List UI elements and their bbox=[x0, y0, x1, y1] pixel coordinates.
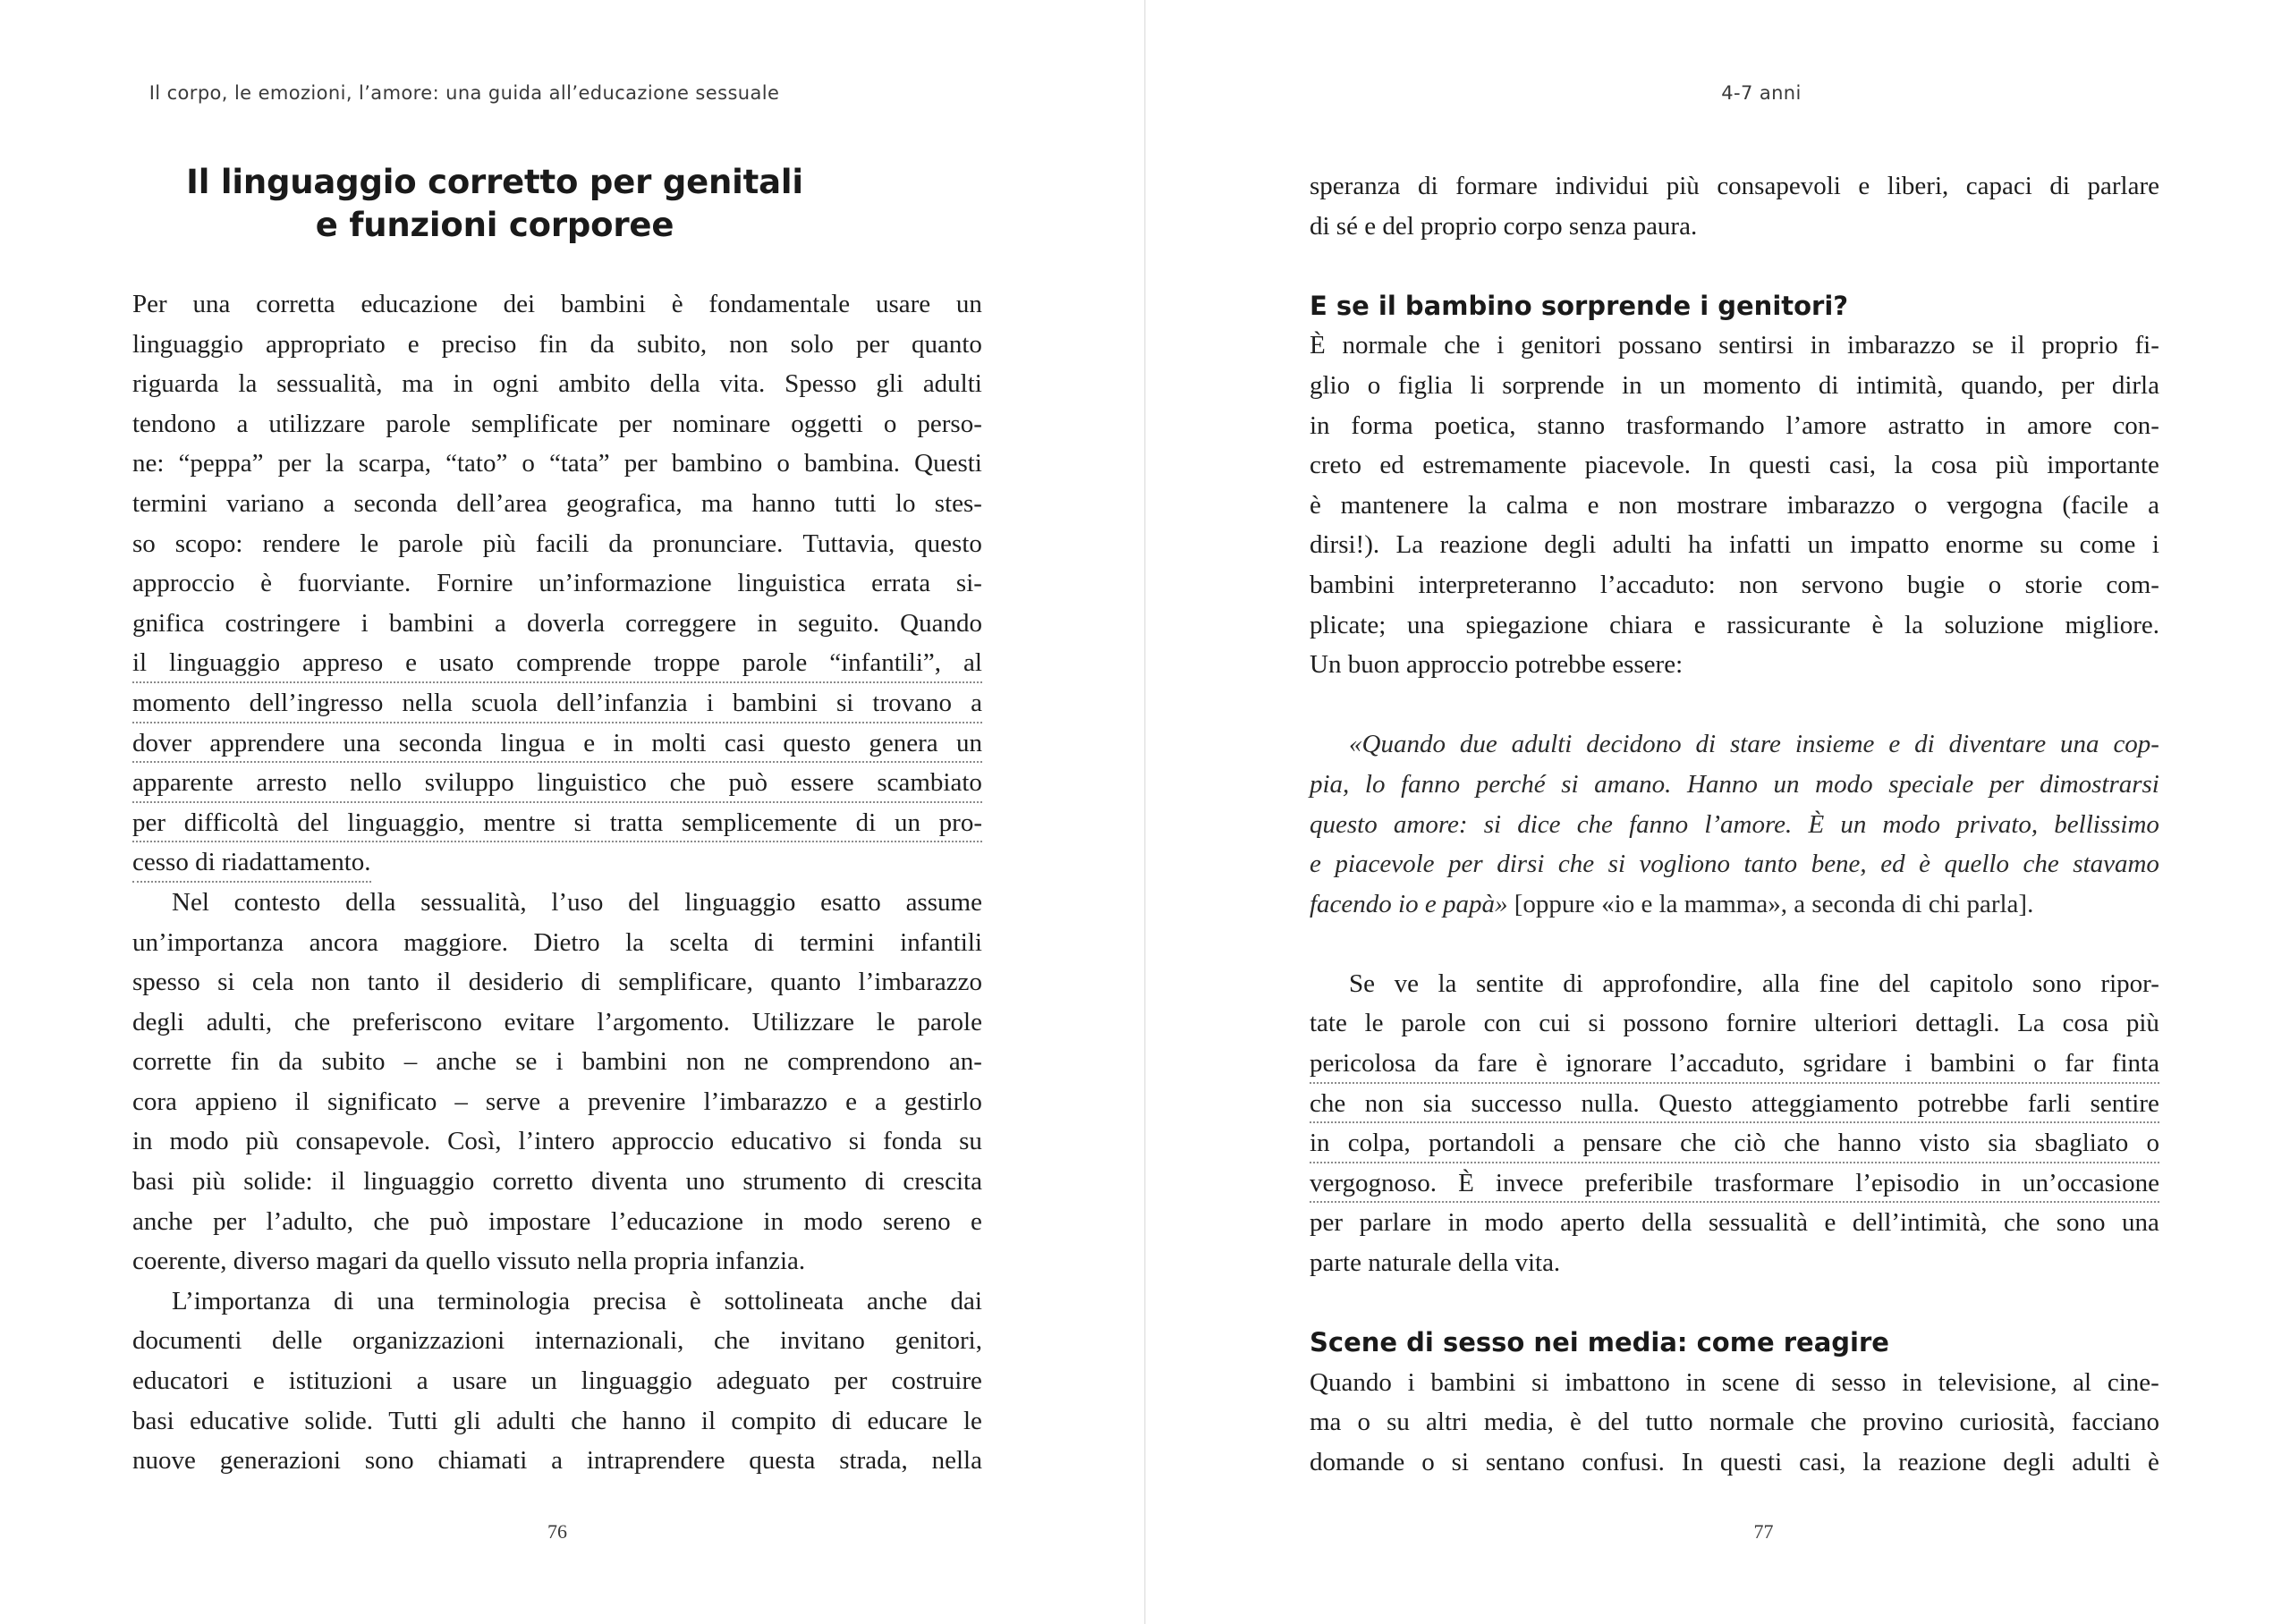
text-line-content: parte naturale della vita. bbox=[1310, 1248, 1561, 1278]
text-line-content: ne: “peppa” per la scarpa, “tato” o “tata” per bambino o bambina. Questi bbox=[132, 449, 982, 478]
text-line-content: termini variano a seconda dell’area geografica, ma hanno tutti lo stes- bbox=[132, 488, 982, 518]
text-line-content: corrette fin da subito – anche se i bambini non ne comprendono an- bbox=[132, 1047, 982, 1077]
body-line bbox=[1310, 525, 2159, 565]
text-line-content: bambini interpreteranno l’accaduto: non servono bugie o storie com- bbox=[1310, 570, 2159, 599]
body-line bbox=[132, 763, 982, 803]
body-line bbox=[132, 604, 982, 644]
quote-line bbox=[1310, 844, 2159, 884]
quote-line bbox=[1310, 805, 2159, 845]
text-line-content: tate le parole con cui si possono fornire ulteriori dettagli. La cosa più bbox=[1310, 1009, 2159, 1038]
paragraph-gap bbox=[1310, 246, 2159, 286]
body-line bbox=[132, 1121, 982, 1162]
body-line bbox=[1310, 565, 2159, 605]
running-head-right: 4-7 anni bbox=[1721, 82, 1802, 104]
text-line-content: riguarda la sessualità, ma in ogni ambito della vita. Spesso gli adulti bbox=[132, 369, 982, 399]
body-line bbox=[132, 484, 982, 524]
text-line-content: pericolosa da fare è ignorare l’accaduto, sgridare i bambini o far finta bbox=[1310, 1044, 2159, 1084]
text-line-content: vergognoso. È invece preferibile trasformare l’episodio in un’occasione bbox=[1310, 1163, 2159, 1204]
body-line bbox=[132, 1321, 982, 1361]
text-line-content: è mantenere la calma e non mostrare imbarazzo o vergogna (facile a bbox=[1310, 490, 2159, 520]
text-line-content: Se ve la sentite di approfondire, alla fine del capitolo sono ripor- bbox=[1349, 968, 2159, 998]
body-line bbox=[1310, 366, 2159, 406]
text-line-content: cesso di riadattamento. bbox=[132, 842, 371, 883]
text-line-content: È normale che i genitori possano sentirsi in imbarazzo se il proprio fi- bbox=[1310, 331, 2159, 360]
body-line bbox=[132, 364, 982, 404]
text-line-content: Nel contesto della sessualità, l’uso del linguaggio esatto assume bbox=[172, 887, 982, 917]
right-page bbox=[1146, 0, 2290, 1624]
body-line bbox=[1310, 1163, 2159, 1204]
page-number-left: 76 bbox=[547, 1520, 567, 1543]
text-line-content: educatori e istituzioni a usare un linguaggio adeguato per costruire bbox=[132, 1366, 982, 1396]
text-line-content: basi educative solide. Tutti gli adulti che hanno il compito di educare le bbox=[132, 1406, 982, 1435]
body-line bbox=[1310, 326, 2159, 366]
body-line bbox=[132, 1441, 982, 1481]
text-line-content: anche per l’adulto, che può impostare l’educazione in modo sereno e bbox=[132, 1206, 982, 1236]
body-line bbox=[1310, 1084, 2159, 1124]
text-line-content: so scopo: rendere le parole più facili da pronunciare. Tuttavia, questo bbox=[132, 529, 982, 558]
text-line-content: il linguaggio appreso e usato comprende troppe parole “infantili”, al bbox=[132, 643, 982, 683]
text-line-content: degli adulti, che preferiscono evitare l’argomento. Utilizzare le parole bbox=[132, 1007, 982, 1036]
body-line bbox=[132, 643, 982, 683]
quote-line bbox=[1310, 884, 2159, 925]
body-line bbox=[132, 1042, 982, 1082]
body-line bbox=[132, 962, 982, 1002]
text-line-content: approccio è fuorviante. Fornire un’informazione linguistica errata si- bbox=[132, 569, 982, 598]
body-line bbox=[132, 524, 982, 564]
body-line bbox=[132, 325, 982, 365]
text-line-content: gnifica costringere i bambini a doverla correggere in seguito. Quando bbox=[132, 608, 982, 638]
text-line-content: plicate; una spiegazione chiara e rassicurante è la soluzione migliore. bbox=[1310, 610, 2159, 639]
body-line bbox=[1310, 166, 2159, 207]
body-line bbox=[132, 444, 982, 484]
text-line-content: speranza di formare individui più consapevoli e liberi, capaci di parlare bbox=[1310, 172, 2159, 200]
body-line bbox=[132, 923, 982, 963]
body-line bbox=[132, 1361, 982, 1401]
chapter-title-line-1: Il linguaggio corretto per genitali bbox=[186, 163, 803, 201]
text-line-content: in forma poetica, stanno trasformando l’amore astratto in amore con- bbox=[1310, 410, 2159, 440]
quote-editorial-note: [oppure «io e la mamma», a seconda di chi parla]. bbox=[1507, 889, 2034, 918]
text-line-content: un’importanza ancora maggiore. Dietro la scelta di termini infantili bbox=[132, 927, 982, 957]
body-line bbox=[132, 803, 982, 843]
text-line-content: momento dell’ingresso nella scuola dell’infanzia i bambini si trovano a bbox=[132, 683, 982, 723]
quote-closing: facendo io e papà» bbox=[1310, 889, 1508, 918]
body-line bbox=[1310, 645, 2159, 685]
body-line bbox=[1310, 207, 2159, 247]
text-line-content: pia, lo fanno perché si amano. Hanno un modo speciale per dimostrarsi bbox=[1310, 769, 2159, 799]
quote-line bbox=[1310, 765, 2159, 805]
text-line-content: in colpa, portandoli a pensare che ciò che hanno visto sia sbagliato o bbox=[1310, 1123, 2159, 1163]
body-line bbox=[1310, 486, 2159, 526]
body-line bbox=[1310, 406, 2159, 446]
text-line-content: L’importanza di una terminologia precisa è sottolineata anche dai bbox=[172, 1286, 982, 1315]
body-line bbox=[1310, 964, 2159, 1004]
text-line-content: in modo più consapevole. Così, l’intero approccio educativo si fonda su bbox=[132, 1127, 982, 1156]
text-line-content: spesso si cela non tanto il desiderio di semplificare, quanto l’imbarazzo bbox=[132, 968, 982, 997]
body-line bbox=[132, 1082, 982, 1122]
text-line-content: tendono a utilizzare parole semplificate per nominare oggetti o perso- bbox=[132, 409, 982, 438]
text-line-content: e piacevole per dirsi che si vogliono tanto bene, ed è quello che stavamo bbox=[1310, 850, 2159, 879]
text-line-content: questo amore: si dice che fanno l’amore. È un modo privato, bellissimo bbox=[1310, 809, 2159, 839]
text-line-content: dover apprendere una seconda lingua e in molti casi questo genera un bbox=[132, 723, 982, 764]
text-line-content: coerente, diverso magari da quello vissuto nella propria infanzia. bbox=[132, 1247, 806, 1276]
text-line-content: ma o su altri media, è del tutto normale che provino curiosità, facciano bbox=[1310, 1408, 2159, 1437]
body-line bbox=[132, 842, 982, 883]
body-line bbox=[1310, 1123, 2159, 1163]
body-line bbox=[132, 1162, 982, 1202]
text-line-content: Un buon approccio potrebbe essere: bbox=[1310, 650, 1684, 680]
left-body-text bbox=[132, 284, 982, 1481]
body-line bbox=[1310, 1402, 2159, 1442]
text-line-content: basi più solide: il linguaggio corretto diventa uno strumento di crescita bbox=[132, 1167, 982, 1197]
paragraph-gap bbox=[1310, 924, 2159, 964]
section-heading: E se il bambino sorprende i genitori? bbox=[1310, 290, 1849, 321]
page-number-right: 77 bbox=[1753, 1520, 1774, 1543]
body-line bbox=[132, 1241, 982, 1281]
body-line bbox=[1310, 605, 2159, 646]
text-line-content: dirsi!). La reazione degli adulti ha infatti un impatto enorme su come i bbox=[1310, 530, 2159, 560]
text-line-content: di sé e del proprio corpo senza paura. bbox=[1310, 211, 1698, 241]
text-line-content: nuove generazioni sono chiamati a intraprendere questa strada, nella bbox=[132, 1446, 982, 1476]
text-line-content: per difficoltà del linguaggio, mentre si tratta semplicemente di un pro- bbox=[132, 803, 982, 843]
text-line-content: domande o si sentano confusi. In questi casi, la reazione degli adulti è bbox=[1310, 1448, 2159, 1476]
running-head-left: Il corpo, le emozioni, l’amore: una guida all’educazione sessuale bbox=[148, 82, 780, 104]
text-line-content: Per una corretta educazione dei bambini è fondamentale usare un bbox=[132, 290, 982, 318]
body-line bbox=[132, 563, 982, 604]
text-line-content: linguaggio appropriato e preciso fin da subito, non solo per quanto bbox=[132, 329, 982, 359]
body-line bbox=[132, 1281, 982, 1322]
body-line bbox=[132, 883, 982, 923]
chapter-title bbox=[132, 161, 857, 247]
body-line bbox=[1310, 1363, 2159, 1403]
body-line bbox=[1310, 1243, 2159, 1283]
text-line-content: che non sia successo nulla. Questo atteggiamento potrebbe farli sentire bbox=[1310, 1084, 2159, 1124]
body-line bbox=[132, 1002, 982, 1043]
chapter-title-line-2: e funzioni corporee bbox=[315, 206, 674, 244]
body-line bbox=[132, 683, 982, 723]
example-quote bbox=[1310, 724, 2159, 924]
body-line bbox=[132, 284, 982, 325]
body-line bbox=[1310, 1442, 2159, 1483]
paragraph-gap bbox=[1310, 685, 2159, 725]
text-line-content: Quando i bambini si imbattono in scene di sesso in televisione, al cine- bbox=[1310, 1367, 2159, 1397]
section-heading: Scene di sesso nei media: come reagire bbox=[1310, 1327, 1889, 1358]
body-line bbox=[1310, 445, 2159, 486]
quote-line bbox=[1310, 724, 2159, 765]
text-line-content: apparente arresto nello sviluppo linguistico che può essere scambiato bbox=[132, 763, 982, 803]
body-line bbox=[132, 1202, 982, 1242]
text-line-content: creto ed estremamente piacevole. In questi casi, la cosa più importante bbox=[1310, 451, 2159, 480]
text-line-content: «Quando due adulti decidono di stare insieme e di diventare una cop- bbox=[1349, 730, 2159, 759]
text-line-content: per parlare in modo aperto della sessualità e dell’intimità, che sono una bbox=[1310, 1208, 2159, 1238]
text-line-content: documenti delle organizzazioni internazionali, che invitano genitori, bbox=[132, 1326, 982, 1356]
body-line bbox=[1310, 1003, 2159, 1044]
text-line-content: glio o figlia li sorprende in un momento di intimità, quando, per dirla bbox=[1310, 370, 2159, 400]
paragraph-gap bbox=[1310, 1283, 2159, 1324]
right-body-text bbox=[1310, 166, 2159, 1483]
body-line bbox=[132, 1401, 982, 1442]
body-line bbox=[1310, 1044, 2159, 1084]
body-line bbox=[1310, 1203, 2159, 1243]
body-line bbox=[132, 723, 982, 764]
body-line bbox=[132, 404, 982, 444]
text-line-content: cora appieno il significato – serve a prevenire l’imbarazzo e a gestirlo bbox=[132, 1087, 982, 1116]
